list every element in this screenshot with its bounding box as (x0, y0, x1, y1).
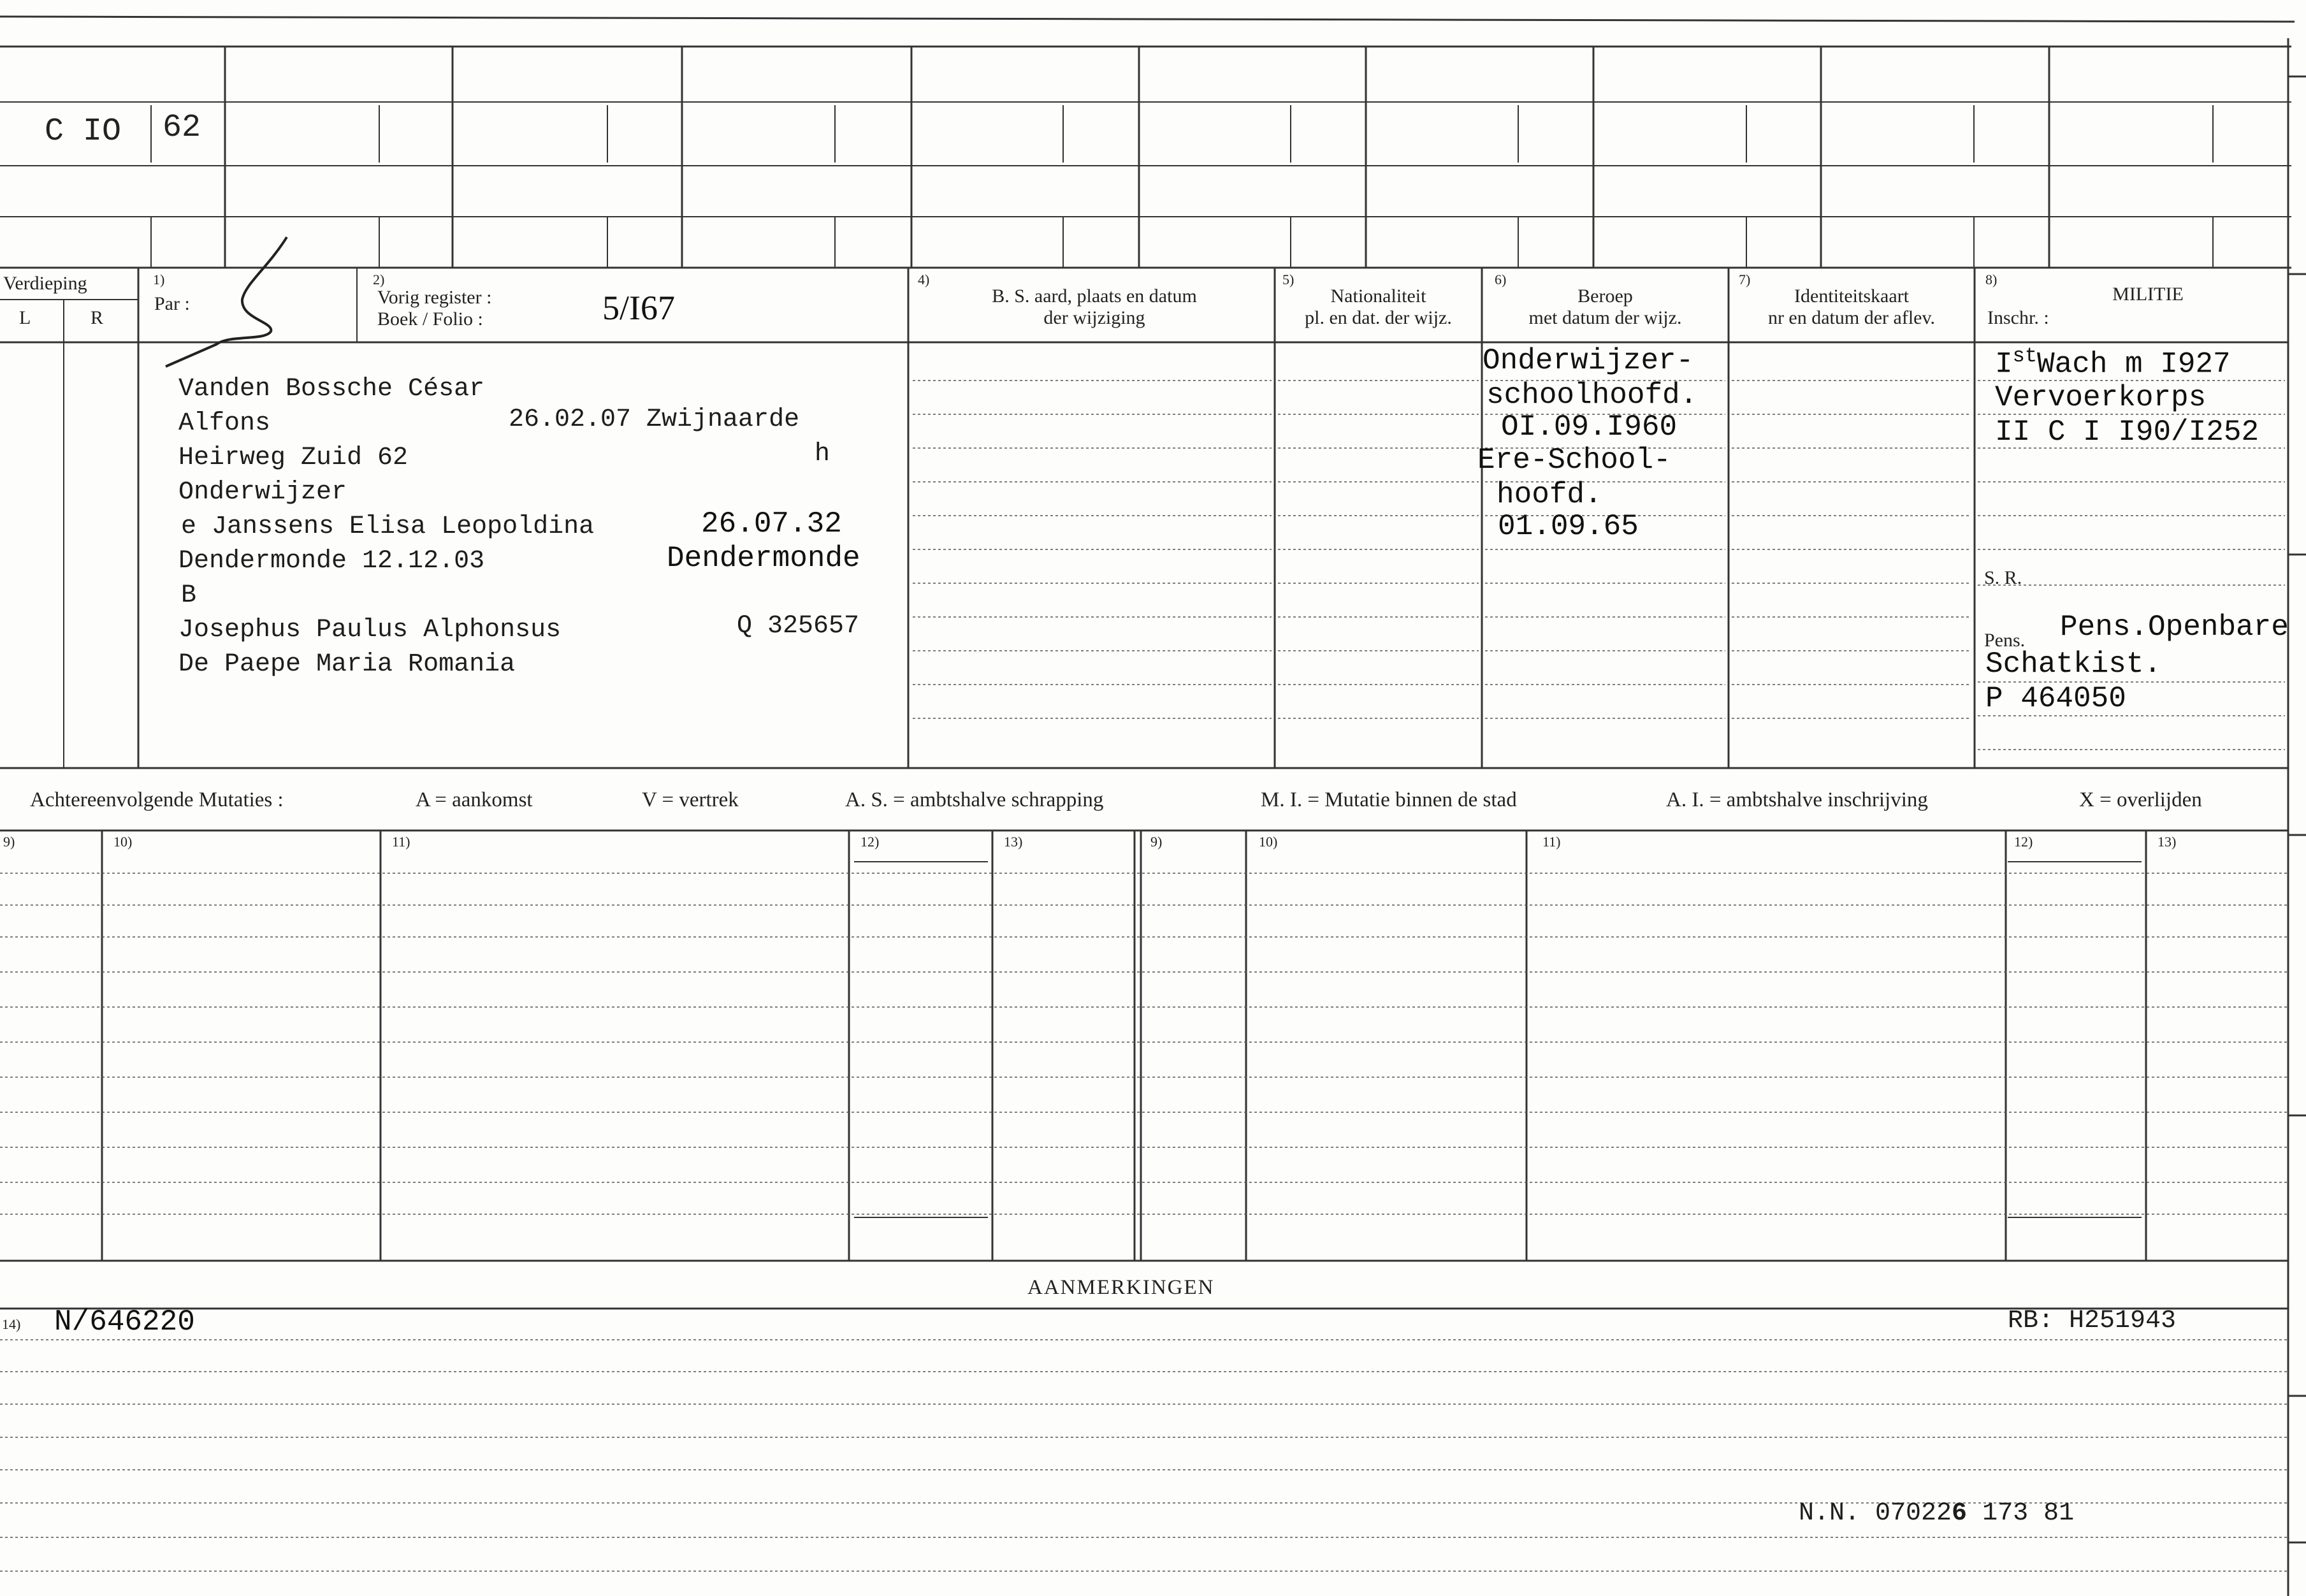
nationaliteit-header-line2: pl. en dat. der wijz. (1305, 307, 1452, 328)
person-mother: De Paepe Maria Romania (178, 650, 516, 679)
person-birth: 26.02.07 Zwijnaarde (509, 405, 800, 434)
verdieping-r-label: R (91, 307, 104, 328)
person-b-mark: B (181, 581, 197, 610)
field-number-4: 4) (918, 272, 930, 287)
person-spouse-birth: Dendermonde 12.12.03 (178, 547, 485, 576)
bs-header-line1: B. S. aard, plaats en datum (992, 286, 1197, 307)
verdieping-label: Verdieping (3, 273, 87, 294)
mutaties-col-9b: 9) (1150, 834, 1163, 850)
nn-bold-digit: 6 (1952, 1499, 1968, 1528)
mutaties-col-11b: 11) (1542, 834, 1561, 850)
person-q-number: Q 325657 (737, 612, 860, 641)
field-number-5: 5) (1282, 272, 1294, 287)
beroep-header-line1: Beroep (1577, 286, 1633, 307)
mutaties-col-12: 12) (860, 834, 880, 850)
person-spouse: e Janssens Elisa Leopoldina (181, 512, 595, 541)
pens-label: Pens. (1984, 630, 2026, 651)
mutaties-col-10: 10) (113, 834, 133, 850)
person-father: Josephus Paulus Alphonsus (178, 616, 562, 644)
vorig-register-label: Vorig register : (377, 287, 492, 308)
militie-header: MILITIE (2112, 284, 2184, 305)
person-spouse-place: Dendermonde (667, 542, 860, 575)
militie-line-2: Vervoerkorps (1995, 381, 2207, 414)
field-number-6: 6) (1495, 272, 1507, 287)
mutaties-col-12b: 12) (2014, 834, 2033, 850)
beroep-line-6: 01.09.65 (1498, 510, 1639, 543)
militie-line-3: II C I I90/I252 (1995, 416, 2259, 449)
beroep-line-3: OI.09.I960 (1501, 410, 1678, 444)
mutaties-col-10b: 10) (1259, 834, 1278, 850)
person-occupation: Onderwijzer (178, 478, 347, 507)
inschr-label: Inschr. : (1987, 307, 2049, 328)
legend-mutatie-binnen-stad: M. I. = Mutatie binnen de stad (1261, 788, 1517, 811)
sr-label: S. R. (1984, 567, 2022, 588)
verdieping-l-label: L (19, 307, 31, 328)
boek-folio-label: Boek / Folio : (377, 308, 483, 330)
legend-aankomst: A = aankomst (416, 788, 533, 811)
nn-suffix: 173 81 (1967, 1499, 2075, 1528)
identiteitskaart-header-line2: nr en datum der aflev. (1767, 307, 1936, 328)
militie-line-1 (1995, 344, 2231, 381)
field-number-1: 1) (153, 272, 165, 287)
pens-line-2: Schatkist. (1985, 648, 2162, 681)
militie-line-1-rest: Wach m I927 (2037, 347, 2231, 381)
person-spouse-date: 26.07.32 (701, 507, 842, 540)
legend-overlijden: X = overlijden (2079, 788, 2202, 811)
beroep-line-1: Onderwijzer- (1483, 344, 1694, 377)
person-address: Heirweg Zuid 62 (178, 444, 409, 472)
pens-line-3: P 464050 (1985, 682, 2126, 715)
identiteitskaart-header-line1: Identiteitskaart (1794, 286, 1909, 307)
mutaties-title: Achtereenvolgende Mutaties : (30, 788, 284, 811)
beroep-line-4: Ere-School- (1477, 444, 1671, 477)
pens-value: Pens.Openbare (2060, 611, 2289, 644)
person-name-line: Vanden Bossche César (178, 375, 485, 403)
nationaliteit-header-line1: Nationaliteit (1330, 286, 1426, 307)
beroep-line-5: hoofd. (1497, 478, 1602, 511)
mutaties-col-11: 11) (392, 834, 410, 850)
militie-line-1-prefix: I (1995, 347, 2013, 381)
field-number-14: 14) (2, 1316, 21, 1332)
aanmerkingen-value-1: N/646220 (54, 1305, 195, 1338)
field-number-7: 7) (1739, 272, 1751, 287)
header-code-number: 62 (163, 110, 201, 146)
aanmerkingen-nn (1799, 1499, 2074, 1528)
nn-prefix: N.N. 07022 (1799, 1499, 1952, 1528)
mutaties-col-13: 13) (1004, 834, 1023, 850)
header-code-prefix: C IO (45, 113, 122, 150)
beroep-line-2: schoolhoofd. (1486, 379, 1698, 412)
mutaties-col-9: 9) (3, 834, 15, 850)
aanmerkingen-rb: RB: H251943 (2008, 1307, 2177, 1335)
field-number-8: 8) (1985, 272, 1998, 287)
legend-ambtshalve-schrapping: A. S. = ambtshalve schrapping (845, 788, 1104, 811)
aanmerkingen-title: AANMERKINGEN (1027, 1276, 1215, 1299)
par-label: Par : (154, 293, 190, 314)
person-firstname-line: Alfons (178, 409, 271, 438)
mutaties-col-13b: 13) (2157, 834, 2177, 850)
legend-ambtshalve-inschrijving: A. I. = ambtshalve inschrijving (1666, 788, 1928, 811)
person-h-mark: h (815, 440, 830, 468)
legend-vertrek: V = vertrek (642, 788, 739, 811)
bs-header-line2: der wijziging (1043, 307, 1145, 328)
field-number-2: 2) (373, 272, 385, 287)
vorig-register-value: 5/I67 (602, 289, 675, 327)
militie-line-1-sup: st (2012, 344, 2038, 368)
beroep-header-line2: met datum der wijz. (1528, 307, 1682, 328)
